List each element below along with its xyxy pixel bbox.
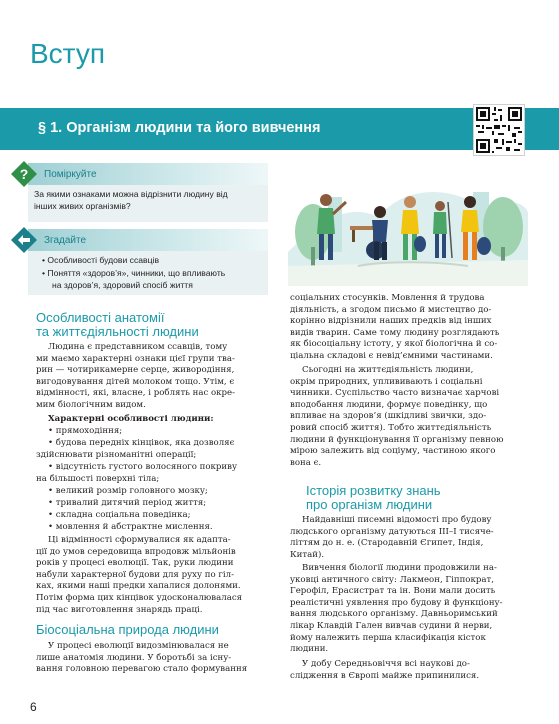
text-line: набули характерної будови для руху по гіл- — [36, 569, 235, 580]
text-line: впливає на здоров’я (шкідливі звички, здо- — [290, 411, 487, 422]
text-line: вона є. — [290, 457, 322, 468]
text-line: Вивчення біології людини продовжили на- — [302, 563, 497, 573]
text-line: Найдавніші писемні відомості про будову — [302, 515, 492, 525]
heading-anatomy: Особливості анатомії — [36, 310, 165, 325]
svg-text:?: ? — [19, 166, 29, 182]
recall-item: • Поняття «здоров’я», чинники, що впливають — [42, 268, 226, 278]
text-line: ровий спосіб життя). Тобто життєдіяльність — [290, 422, 492, 433]
paragraph-history-2 — [290, 563, 526, 656]
paragraph-history-3 — [290, 659, 526, 682]
paragraph-intro — [36, 342, 266, 412]
ponder-question-line: інших живих організмів? — [34, 201, 131, 211]
text-line: Герофіл, Ерасистрат та ін. Вони мали досить — [290, 586, 496, 597]
arrow-back-icon — [10, 226, 38, 254]
text-line: ціальна складові є невід’ємними частинами. — [290, 350, 493, 361]
text-line: вигодовування дітей молоком тощо. Утім, є — [36, 376, 235, 387]
paragraph-biosocial — [36, 641, 266, 676]
qr-code-icon — [474, 105, 524, 155]
features-title: Характерні особливості людини: — [48, 414, 214, 424]
text-line: літтям до н. е. (Стародавній Єгипет, Індія, — [290, 538, 484, 549]
text-line: корінно відрізнили наших предків від інших — [290, 316, 492, 327]
text-line: мим біологічним видом. — [36, 399, 146, 410]
text-line: Сьогодні на життєдіяльність людини, — [302, 365, 474, 375]
heading-history: Історія розвитку знань — [306, 483, 441, 498]
text-line: вання людського організму. Давньоримський — [290, 609, 498, 620]
text-line: слідження в Європі майже припинилися. — [290, 670, 480, 681]
recall-item-cont: на здоров’я, здоровий спосіб життя — [52, 280, 193, 290]
chapter-title: Вступ — [30, 38, 105, 69]
text-line: У добу Середньовіччя всі наукові до- — [302, 659, 470, 669]
text-line: ках, якими наші предки хапалися долонями. — [36, 581, 241, 592]
feature-item: • відсутність густого волосяного покриву — [48, 462, 238, 472]
text-line: як біосоціальну істоту, у якої біологічна й со- — [290, 339, 498, 350]
text-line: уковці античного світу: Лакмеон, Гіппократ, — [290, 574, 494, 585]
feature-item: • будова передніх кінцівок, яка дозволяє — [48, 438, 235, 448]
feature-item-cont: на більшості поверхні тіла; — [36, 474, 160, 484]
paragraph-history-1 — [290, 515, 526, 561]
feature-item: • великий розмір головного мозку; — [48, 486, 208, 496]
feature-item: • прямоходіння; — [48, 426, 123, 436]
text-line: соціальних стосунків. Мовлення й трудова — [290, 293, 485, 303]
text-line: Ці відмінності сформувалися як адапта- — [48, 535, 231, 545]
text-line: Потім форма цих кінцівок удосконалювалася — [36, 592, 243, 603]
text-line: людини й функціонування її організму певною — [290, 434, 504, 445]
text-line: під час виготовлення знарядь праці. — [36, 604, 203, 615]
recall-badge — [10, 226, 38, 254]
heading-biosocial: Біосоціальна природа людини — [36, 622, 219, 637]
feature-item: • складна соціальна поведінка; — [48, 510, 191, 520]
recall-item: • Особливості будови ссавців — [42, 255, 160, 265]
text-line: ції до умов середовища впродовж мільйонів — [36, 546, 236, 557]
paragraph-today — [290, 365, 526, 469]
text-line: людського організму датуються III–I тисяче- — [290, 526, 494, 537]
feature-item-cont: здійснювати різноманітні операції; — [36, 450, 197, 460]
heading-anatomy-line2: та життєдіяльності людини — [36, 324, 199, 339]
text-line: ми маємо характерні ознаки цієї групи тва- — [36, 353, 235, 364]
ponder-label: Поміркуйте — [44, 169, 97, 180]
section-title: § 1. Організм людини та його вивчення — [38, 120, 321, 136]
ponder-question-line: За якими ознаками можна відрізнити людину від — [34, 189, 228, 199]
text-line: йому належить перша класифікація кісток — [290, 632, 486, 643]
recall-label: Згадайте — [44, 235, 87, 246]
text-line: Людина є представником ссавців, тому — [48, 342, 228, 352]
text-line: окрім природних, уплививають і соціальні — [290, 376, 483, 387]
paragraph-social — [290, 293, 526, 363]
question-icon — [10, 160, 38, 188]
text-line: видів тварин. Саме тому людину розглядають — [290, 327, 500, 338]
feature-item: • тривалий дитячий період життя; — [48, 498, 207, 508]
qr-code[interactable] — [473, 104, 525, 156]
text-line: рин — чотирикамерне серце, живородіння, — [36, 365, 235, 376]
illustration-volunteers — [288, 162, 528, 286]
volunteers-cleaning-park-image — [288, 162, 528, 286]
ponder-badge — [10, 160, 38, 188]
text-line: Китай). — [290, 549, 325, 560]
text-line: людини. — [290, 644, 329, 655]
text-line: вподобання людини, формує поведінку, що — [290, 399, 488, 410]
text-line: мірою залежить від соціуму, частиною якого — [290, 446, 496, 457]
paragraph-evolution — [36, 535, 266, 616]
text-line: реалістичні уявлення про будову й функціону- — [290, 597, 503, 608]
page-number: 6 — [30, 700, 37, 714]
feature-item: • мовлення й абстрактне мислення. — [48, 522, 213, 532]
text-line: У процесі еволюції видозмінювалася не — [48, 641, 229, 651]
text-line: вання головною перевагою стало формування — [36, 664, 248, 675]
heading-history-line2: про організм людини — [306, 497, 433, 512]
text-line: років у процесі еволюції. Так, руки людини — [36, 558, 234, 569]
text-line: лікар Клавдій Гален вивчав судини й нерви, — [290, 620, 493, 631]
text-line: чинники. Суспільство часто визначає харчові — [290, 388, 500, 399]
text-line: лише анатомія людини. У боротьбі за існу- — [36, 652, 232, 663]
text-line: діяльність, а згодом письмо й мистецтво до- — [290, 304, 492, 315]
text-line: відмінності, які, власне, і роблять нас окре- — [36, 388, 236, 399]
